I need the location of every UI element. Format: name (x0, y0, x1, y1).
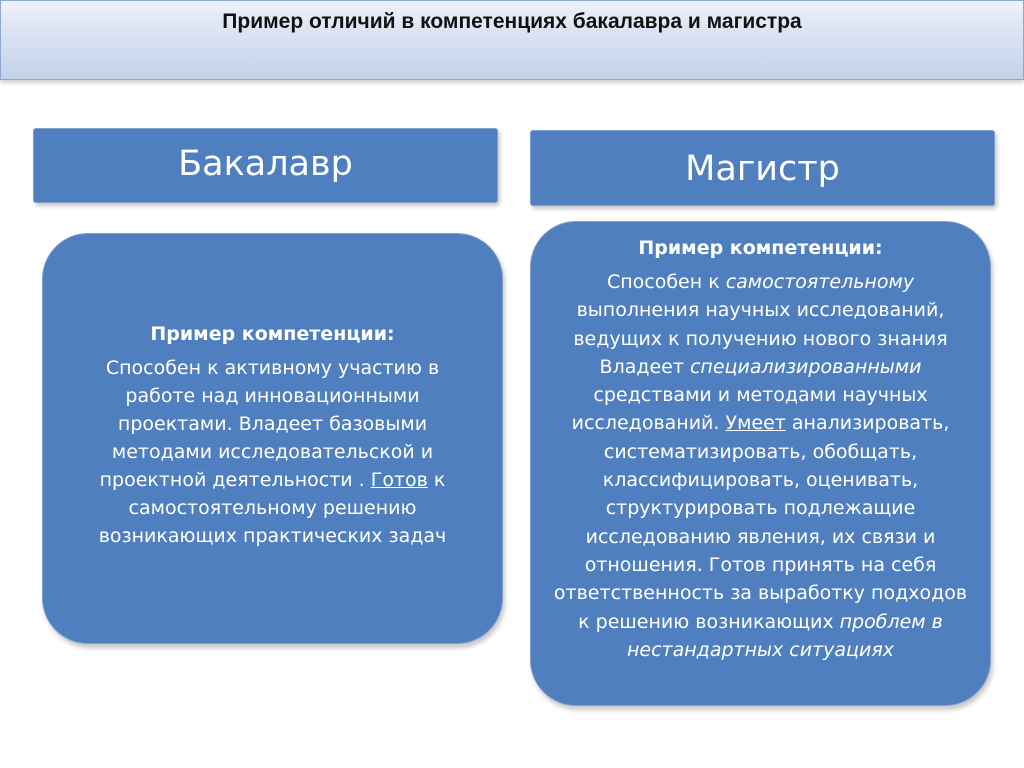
master-text-part-2: выполнения научных исследований, ведущих к получению нового знания Владеет (573, 299, 948, 378)
bachelor-card-heading: Пример компетенции: (150, 323, 395, 345)
bachelor-header: Бакалавр (33, 128, 498, 203)
master-underlined-word: Умеет (725, 412, 786, 435)
master-competency-card (530, 221, 991, 706)
master-text-part-3: средствами и методами научных исследований. (571, 384, 928, 435)
bachelor-card-body (69, 354, 476, 550)
master-italic-3: проблем в нестандартных ситуациях (626, 610, 943, 661)
bachelor-competency-card (42, 233, 503, 644)
slide-title: Пример отличий в компетенциях бакалавра и магистра (222, 10, 802, 33)
bachelor-underlined-word: Готов (370, 469, 428, 491)
master-italic-1: самостоятельному (725, 271, 915, 293)
master-card-heading: Пример компетенции: (638, 237, 883, 259)
master-header: Магистр (530, 130, 995, 206)
bachelor-text-part-2: к самостоятельному решению возникающих практических задач (98, 469, 447, 547)
master-text-part-1: Способен к (606, 271, 726, 293)
master-card-body (551, 268, 970, 664)
bachelor-text-part-1: Способен к активному участию в работе над инновационными проектами. Владеет базовыми методами исследовательской и проектной деятельности . (99, 357, 440, 491)
master-italic-2: специализированными (689, 355, 922, 378)
title-bar (0, 0, 1024, 80)
master-text-part-4: анализировать, систематизировать, обобщать, классифицировать, оценивать, структурировать подлежащие исследованию явления, их связи и отношения. Готов принять на себя ответственность за выработку подходов к решению возникающих (553, 412, 968, 633)
